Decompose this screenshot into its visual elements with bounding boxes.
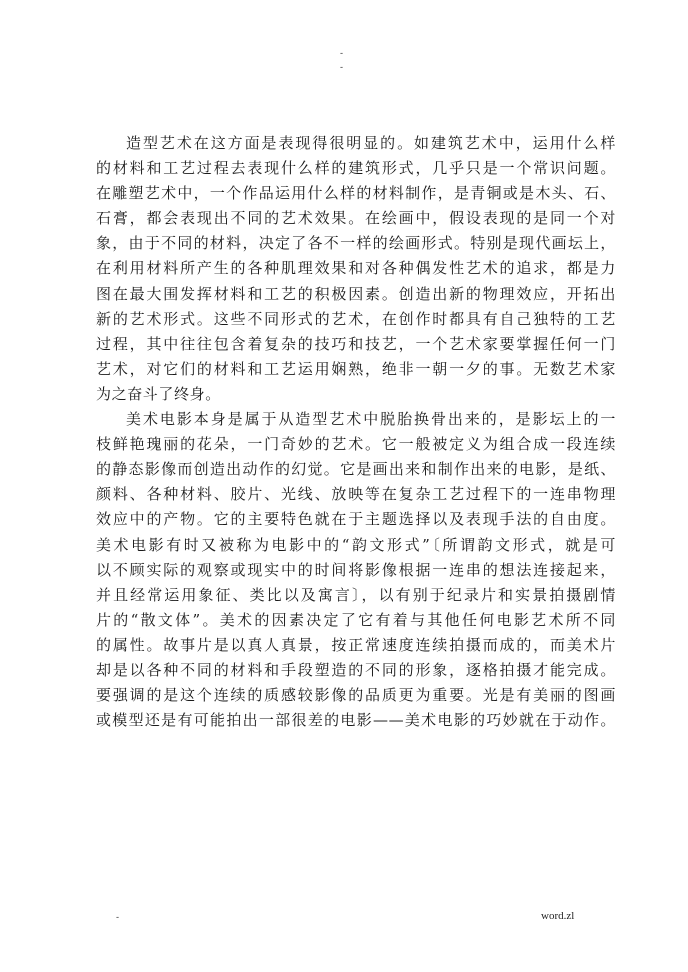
p1-line-4: 石膏，都会表现出不同的艺术效果。在绘画中，假设表现的是同一个对: [96, 209, 616, 228]
p1-line-5: 象，由于不同的材料，决定了各不一样的绘画形式。特别是现代画坛上，: [96, 234, 616, 253]
p1-line-8: 新的艺术形式。这些不同形式的艺术，在创作时都具有自己独特的工艺: [96, 309, 616, 328]
p2-line-2: 枝鲜艳瑰丽的花朵，一门奇妙的艺术。它一般被定义为组合成一段连续: [96, 435, 616, 454]
p2-line-3: 的静态影像而创造出动作的幻觉。它是画出来和制作出来的电影，是纸、: [96, 460, 616, 479]
header-mark-top: -: [340, 49, 344, 59]
p1-line-2: 的材料和工艺过程去表现什么样的建筑形式，几乎只是一个常识问题。: [96, 159, 616, 178]
p1-line-3: 在雕塑艺术中，一个作品运用什么样的材料制作，是青铜或是木头、石、: [96, 184, 616, 203]
footer-source-label: word.zl: [541, 910, 575, 922]
p2-line-11: 却是以各种不同的材料和手段塑造的不同的形象，逐格拍摄才能完成。: [96, 660, 616, 679]
p1-line-1: 造型艺术在这方面是表现得很明显的。如建筑艺术中，运用什么样: [126, 134, 616, 152]
p2-line-12: 要强调的是这个连续的质感较影像的品质更为重要。光是有美丽的图画: [96, 686, 616, 705]
p1-line-9: 过程，其中往往包含着复杂的技巧和技艺，一个艺术家要掌握任何一门: [96, 334, 616, 353]
p2-line-8: 并且经常运用象征、类比以及寓言〕，以有别于纪录片和实景拍摄剧情: [96, 585, 616, 604]
p1-line-11: 为之奋斗了终身。: [96, 384, 221, 403]
p2-line-4: 颜料、各种材料、胶片、光线、放映等在复杂工艺过程下的一连串物理: [96, 485, 616, 504]
p2-line-7: 以不顾实际的观察或现实中的时间将影像根据一连串的想法连接起来，: [96, 560, 616, 579]
p2-line-1: 美术电影本身是属于从造型艺术中脱胎换骨出来的，是影坛上的一: [126, 410, 616, 429]
p2-line-5: 效应中的产物。它的主要特色就在于主题选择以及表现手法的自由度。: [96, 510, 616, 529]
p1-line-10: 艺术，对它们的材料和工艺运用娴熟，绝非一朝一夕的事。无数艺术家: [96, 359, 616, 378]
p1-line-6: 在利用材料所产生的各种肌理效果和对各种偶发性艺术的追求，都是力: [96, 259, 616, 278]
header-mark-bottom: -: [340, 63, 344, 73]
p1-line-7: 图在最大围发挥材料和工艺的积极因素。创造出新的物理效应，开拓出: [96, 284, 616, 303]
p2-line-10: 的属性。故事片是以真人真景，按正常速度连续拍摄而成的，而美术片: [96, 635, 616, 654]
p2-line-6: 美术电影有时又被称为电影中的“韵文形式”〔所谓韵文形式，就是可: [96, 535, 616, 554]
footer-mark: -: [116, 913, 120, 923]
p2-line-13: 或模型还是有可能拍出一部很差的电影——美术电影的巧妙就在于动作。: [96, 711, 616, 730]
document-body: [96, 131, 616, 733]
p2-line-9: 片的“散文体”。美术的因素决定了它有着与其他任何电影艺术所不同: [96, 610, 616, 629]
